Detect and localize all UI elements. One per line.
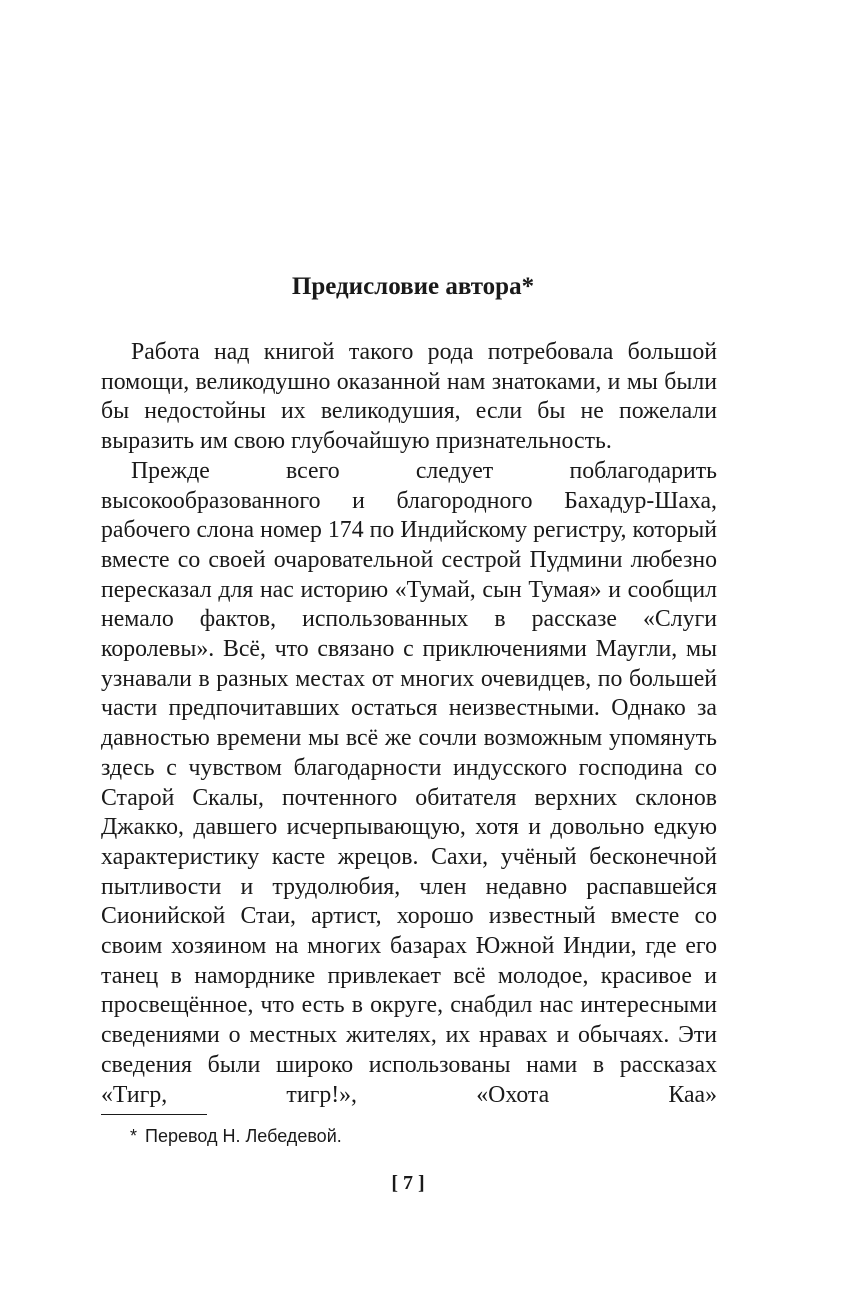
- paragraph-2: Прежде всего следует поблагодарить высокообразованного и благородного Бахадур-Шаха, рабочего слона номер 174 по Индийскому регистру, который вместе со своей очаровательной сестрой Пудмини любезно пересказал для нас историю «Тумай, сын Тумая» и сообщил немало фактов, использованных в рассказе «Слуги королевы». Всё, что связано с приключениями Маугли, мы узнавали в разных местах от многих очевидцев, по большей части предпочитавших остаться неизвестными. Однако за давностью времени мы всё же сочли возможным упомянуть здесь с чувством благодарности индусского господина со Старой Скалы, почтенного обитателя верхних склонов Джакко, давшего исчерпывающую, хотя и довольно едкую характеристику касте жрецов. Сахи, учёный бесконечной пытливости и трудолюбия, член недавно распавшейся Сионийской Стаи, артист, хорошо известный вместе со своим хозяином на многих базарах Южной Индии, где его танец в наморднике привлекает всё молодое, красивое и просвещённое, что есть в округе, снабдил нас интересными сведениями о местных жителях, их нравах и обычаях. Эти сведения были широко использованы нами в рассказах «Тигр, тигр!», «Охота Каа»: [101, 457, 717, 1108]
- page-title: Предисловие автора*: [291, 273, 535, 300]
- footnote-divider: [101, 1114, 207, 1115]
- page-number: [0, 1170, 816, 1196]
- page-number-left-bracket: [: [391, 1172, 398, 1194]
- body-text: [101, 338, 717, 1110]
- footnote-mark: *: [130, 1126, 138, 1146]
- page-number-value: 7: [403, 1172, 413, 1194]
- page-number-right-bracket: ]: [418, 1172, 425, 1194]
- paragraph-1: Работа над книгой такого рода потребовала большой помощи, великодушно оказанной нам знатоками, и мы были бы недостойны их великодушия, если бы не пожелали выразить им свою глубочайшую признательность.: [101, 339, 717, 455]
- footnote: [130, 1124, 342, 1148]
- footnote-text: Перевод Н. Лебедевой.: [145, 1126, 342, 1146]
